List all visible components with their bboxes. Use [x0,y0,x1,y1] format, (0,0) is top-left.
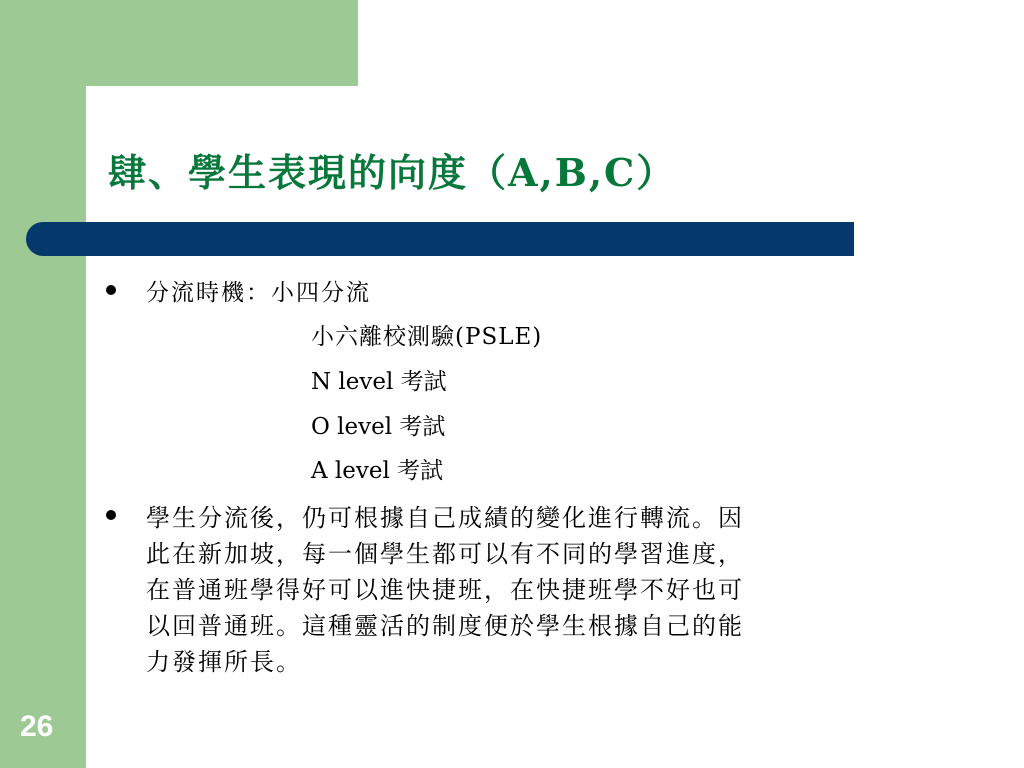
page-number: 26 [20,710,54,743]
bullet-icon [106,285,116,295]
paragraph-line: 在普通班學得好可以進快捷班，在快捷班學不好也可 [146,576,744,604]
sub-item-a-level: A level 考試 [311,458,444,484]
bullet-icon [106,510,116,520]
slide-title: 肆、學生表現的向度（A,B,C） [108,150,677,195]
paragraph-line: 力發揮所長。 [146,648,302,676]
paragraph-line: 學生分流後，仍可根據自己成績的變化進行轉流。因 [146,504,744,532]
bullet-1-label: 分流時機：小四分流 [146,280,371,306]
paragraph-line: 此在新加坡，每一個學生都可以有不同的學習進度， [146,540,744,568]
sub-item-o-level: O level 考試 [311,414,446,440]
paragraph-line: 以回普通班。這種靈活的制度便於學生根據自己的能 [146,612,744,640]
sub-item-psle: 小六離校測驗(PSLE) [311,324,543,350]
sub-item-n-level: N level 考試 [311,369,447,395]
